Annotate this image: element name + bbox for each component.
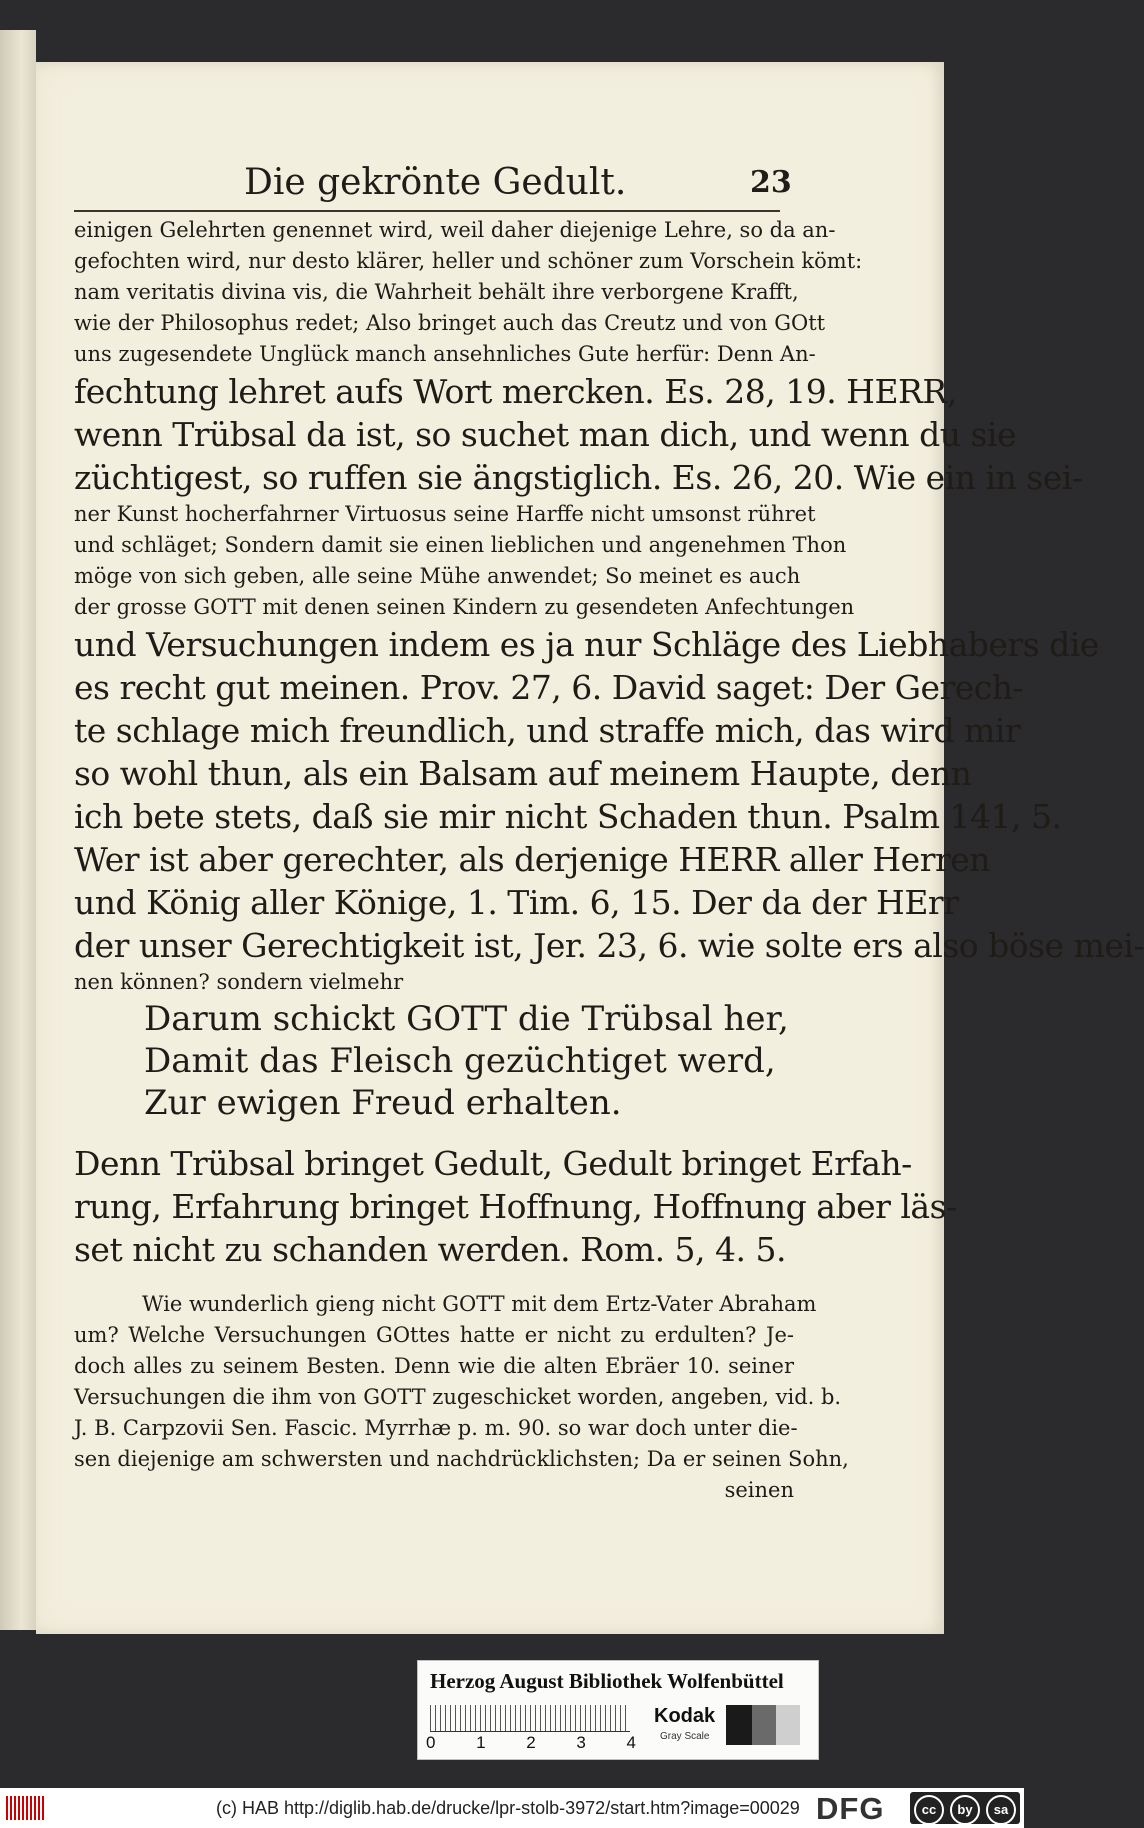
cc-license-badge[interactable]	[910, 1792, 1020, 1824]
cc-icon: cc	[914, 1795, 944, 1825]
paragraph-block	[74, 1289, 849, 1506]
ruler-numbers	[426, 1733, 636, 1753]
text-line: und schläget; Sondern damit sie einen lieblichen und angenehmen Thon	[74, 533, 847, 557]
header-rule	[74, 210, 780, 212]
text-line: Damit das Fleisch gezüchtiget werd,	[144, 1041, 776, 1081]
text-line: rung, Erfahrung bringet Hoffnung, Hoffnung aber läs-	[74, 1187, 957, 1226]
text-line: ner Kunst hocherfahrner Virtuosus seine Harffe nicht umsonst rühret	[74, 502, 816, 526]
footer-bar	[0, 1788, 1024, 1828]
text-line: seinen	[724, 1478, 794, 1502]
text-line: wenn Trübsal da ist, so suchet man dich, und wenn du sie	[74, 415, 1016, 454]
left-page-edge	[0, 30, 36, 1630]
footer-credit-link[interactable]: (c) HAB http://diglib.hab.de/drucke/lpr-stolb-3972/start.htm?image=00029	[216, 1798, 800, 1818]
text-line: so wohl thun, als ein Balsam auf meinem Haupte, denn	[74, 754, 972, 793]
text-line: Versuchungen die ihm von GOTT zugeschicket worden, angeben, vid. b.	[74, 1385, 842, 1409]
text-line: der grosse GOTT mit denen seinen Kindern zu gesendeten Anfechtungen	[74, 595, 855, 619]
by-icon: by	[950, 1795, 980, 1825]
gray-patch-dark	[726, 1705, 752, 1745]
text-line: fechtung lehret aufs Wort mercken. Es. 28, 19. HERR,	[74, 372, 957, 411]
text-line: sen diejenige am schwersten und nachdrücklichsten; Da er seinen Sohn,	[74, 1447, 849, 1471]
ruler-number: 1	[476, 1733, 486, 1752]
quote-block	[74, 1142, 957, 1271]
barcode-icon	[6, 1796, 46, 1820]
text-line: Darum schickt GOTT die Trübsal her,	[144, 999, 789, 1039]
page-number: 23	[750, 165, 792, 200]
text-line: um? Welche Versuchungen GOttes hatte er nicht zu erdulten? Je-	[74, 1323, 794, 1347]
ruler-number: 0	[426, 1733, 436, 1752]
text-line: Zur ewigen Freud erhalten.	[144, 1083, 622, 1123]
dfg-logo: DFG	[816, 1791, 885, 1826]
verse-block	[74, 998, 794, 1124]
library-color-card	[417, 1660, 819, 1760]
text-line: wie der Philosophus redet; Also bringet auch das Creutz und von GOtt	[74, 311, 826, 335]
text-line: J. B. Carpzovii Sen. Fascic. Myrrhæ p. m. 90. so war doch unter die-	[74, 1416, 798, 1440]
text-line: es recht gut meinen. Prov. 27, 6. David saget: Der Gerech-	[74, 668, 1024, 707]
ruler-number: 2	[526, 1733, 536, 1752]
page-title: Die gekrönte Gedult.	[244, 162, 627, 203]
text-line: und Versuchungen indem es ja nur Schläge des Liebhabers die	[74, 625, 1099, 664]
text-line: uns zugesendete Unglück manch ansehnliches Gute herfür: Denn An-	[74, 342, 816, 366]
sa-icon: sa	[986, 1795, 1016, 1825]
text-line: einigen Gelehrten genennet wird, weil daher diejenige Lehre, so da an-	[74, 218, 836, 242]
text-line: doch alles zu seinem Besten. Denn wie die alten Ebräer 10. seiner	[74, 1354, 794, 1378]
text-line: te schlage mich freundlich, und straffe mich, das wird mir	[74, 711, 1021, 750]
ruler-number: 4	[626, 1733, 636, 1752]
text-line: züchtigest, so ruffen sie ängstiglich. Es. 26, 20. Wie ein in sei-	[74, 458, 1083, 497]
ruler-number: 3	[576, 1733, 586, 1752]
text-line: nam veritatis divina vis, die Wahrheit behält ihre verborgene Krafft,	[74, 280, 799, 304]
text-line: ich bete stets, daß sie mir nicht Schaden thun. Psalm 141, 5.	[74, 797, 1062, 836]
text-line: Denn Trübsal bringet Gedult, Gedult bringet Erfah-	[74, 1144, 912, 1183]
body-text-block	[74, 215, 1144, 998]
text-line: Wie wunderlich gieng nicht GOTT mit dem Ertz-Vater Abraham	[142, 1292, 817, 1316]
gray-scale-label: Gray Scale	[660, 1731, 710, 1742]
text-line: nen können? sondern vielmehr	[74, 970, 404, 994]
page-body	[74, 215, 1144, 1506]
text-line: set nicht zu schanden werden. Rom. 5, 4. 5.	[74, 1230, 786, 1269]
text-line: Wer ist aber gerechter, als derjenige HERR aller Herren	[74, 840, 991, 879]
kodak-logo: Kodak	[654, 1705, 716, 1727]
text-line: und König aller Könige, 1. Tim. 6, 15. Der da der HErr	[74, 883, 959, 922]
text-line: möge von sich geben, alle seine Mühe anwendet; So meinet es auch	[74, 564, 801, 588]
library-name: Herzog August Bibliothek Wolfenbüttel	[430, 1669, 784, 1693]
text-line: gefochten wird, nur desto klärer, heller und schöner zum Vorschein kömt:	[74, 249, 863, 273]
gray-patch-light	[776, 1705, 800, 1745]
ruler-scale	[430, 1705, 630, 1732]
text-line: der unser Gerechtigkeit ist, Jer. 23, 6. wie solte ers also böse mei-	[74, 926, 1144, 965]
gray-patch-mid	[752, 1705, 776, 1745]
